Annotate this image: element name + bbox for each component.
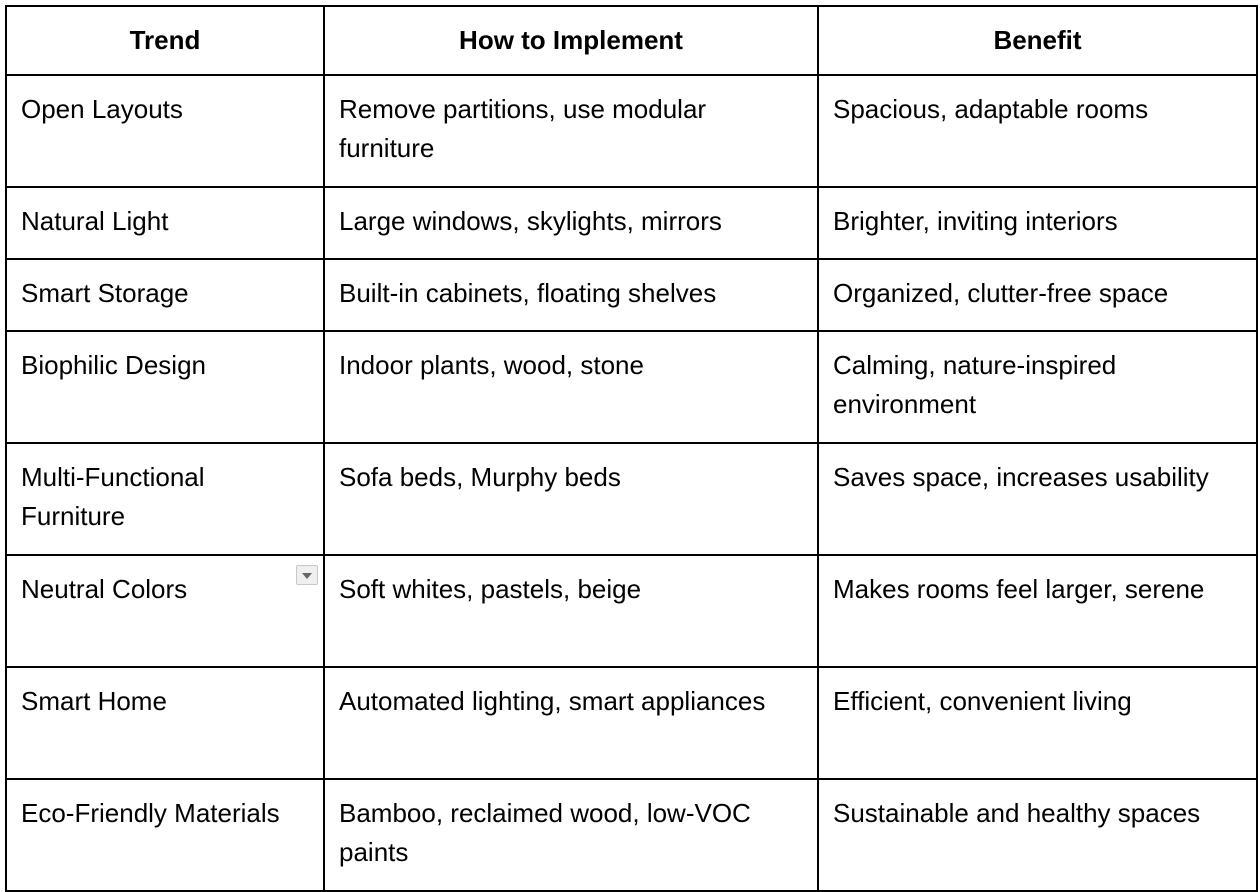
table-row: [6, 259, 1257, 331]
trend-cell[interactable]: Smart Home: [6, 667, 324, 779]
implement-cell[interactable]: Soft whites, pastels, beige: [324, 555, 818, 667]
table-row: [6, 667, 1257, 779]
implement-cell[interactable]: Indoor plants, wood, stone: [324, 331, 818, 443]
benefit-cell[interactable]: Efficient, convenient living: [818, 667, 1257, 779]
table-row: [6, 779, 1257, 891]
benefit-cell[interactable]: Sustainable and healthy spaces: [818, 779, 1257, 891]
table-row: [6, 555, 1257, 667]
implement-cell[interactable]: Automated lighting, smart appliances: [324, 667, 818, 779]
trend-cell[interactable]: Eco-Friendly Materials: [6, 779, 324, 891]
trend-cell-selected[interactable]: [6, 555, 324, 667]
header-how-to-implement: How to Implement: [324, 6, 818, 75]
trend-cell[interactable]: Natural Light: [6, 187, 324, 259]
trend-cell[interactable]: Multi-Functional Furniture: [6, 443, 324, 555]
trend-cell-text: Neutral Colors: [21, 574, 188, 604]
benefit-cell[interactable]: Saves space, increases usability: [818, 443, 1257, 555]
implement-cell[interactable]: Bamboo, reclaimed wood, low-VOC paints: [324, 779, 818, 891]
table-row: [6, 75, 1257, 187]
header-row: [6, 6, 1257, 75]
benefit-cell[interactable]: Makes rooms feel larger, serene: [818, 555, 1257, 667]
trends-table: [5, 5, 1258, 892]
benefit-cell[interactable]: Brighter, inviting interiors: [818, 187, 1257, 259]
implement-cell[interactable]: Large windows, skylights, mirrors: [324, 187, 818, 259]
implement-cell[interactable]: Built-in cabinets, floating shelves: [324, 259, 818, 331]
implement-cell[interactable]: Sofa beds, Murphy beds: [324, 443, 818, 555]
benefit-cell[interactable]: Calming, nature-inspired environment: [818, 331, 1257, 443]
trend-cell[interactable]: Biophilic Design: [6, 331, 324, 443]
benefit-cell[interactable]: Organized, clutter-free space: [818, 259, 1257, 331]
table-row: [6, 331, 1257, 443]
implement-cell[interactable]: Remove partitions, use modular furniture: [324, 75, 818, 187]
header-trend: Trend: [6, 6, 324, 75]
cell-dropdown-button[interactable]: [296, 565, 318, 585]
table-row: [6, 443, 1257, 555]
benefit-cell[interactable]: Spacious, adaptable rooms: [818, 75, 1257, 187]
trend-cell[interactable]: Smart Storage: [6, 259, 324, 331]
trend-cell[interactable]: Open Layouts: [6, 75, 324, 187]
header-benefit: Benefit: [818, 6, 1257, 75]
dropdown-arrow-icon: [302, 573, 312, 579]
table-row: [6, 187, 1257, 259]
